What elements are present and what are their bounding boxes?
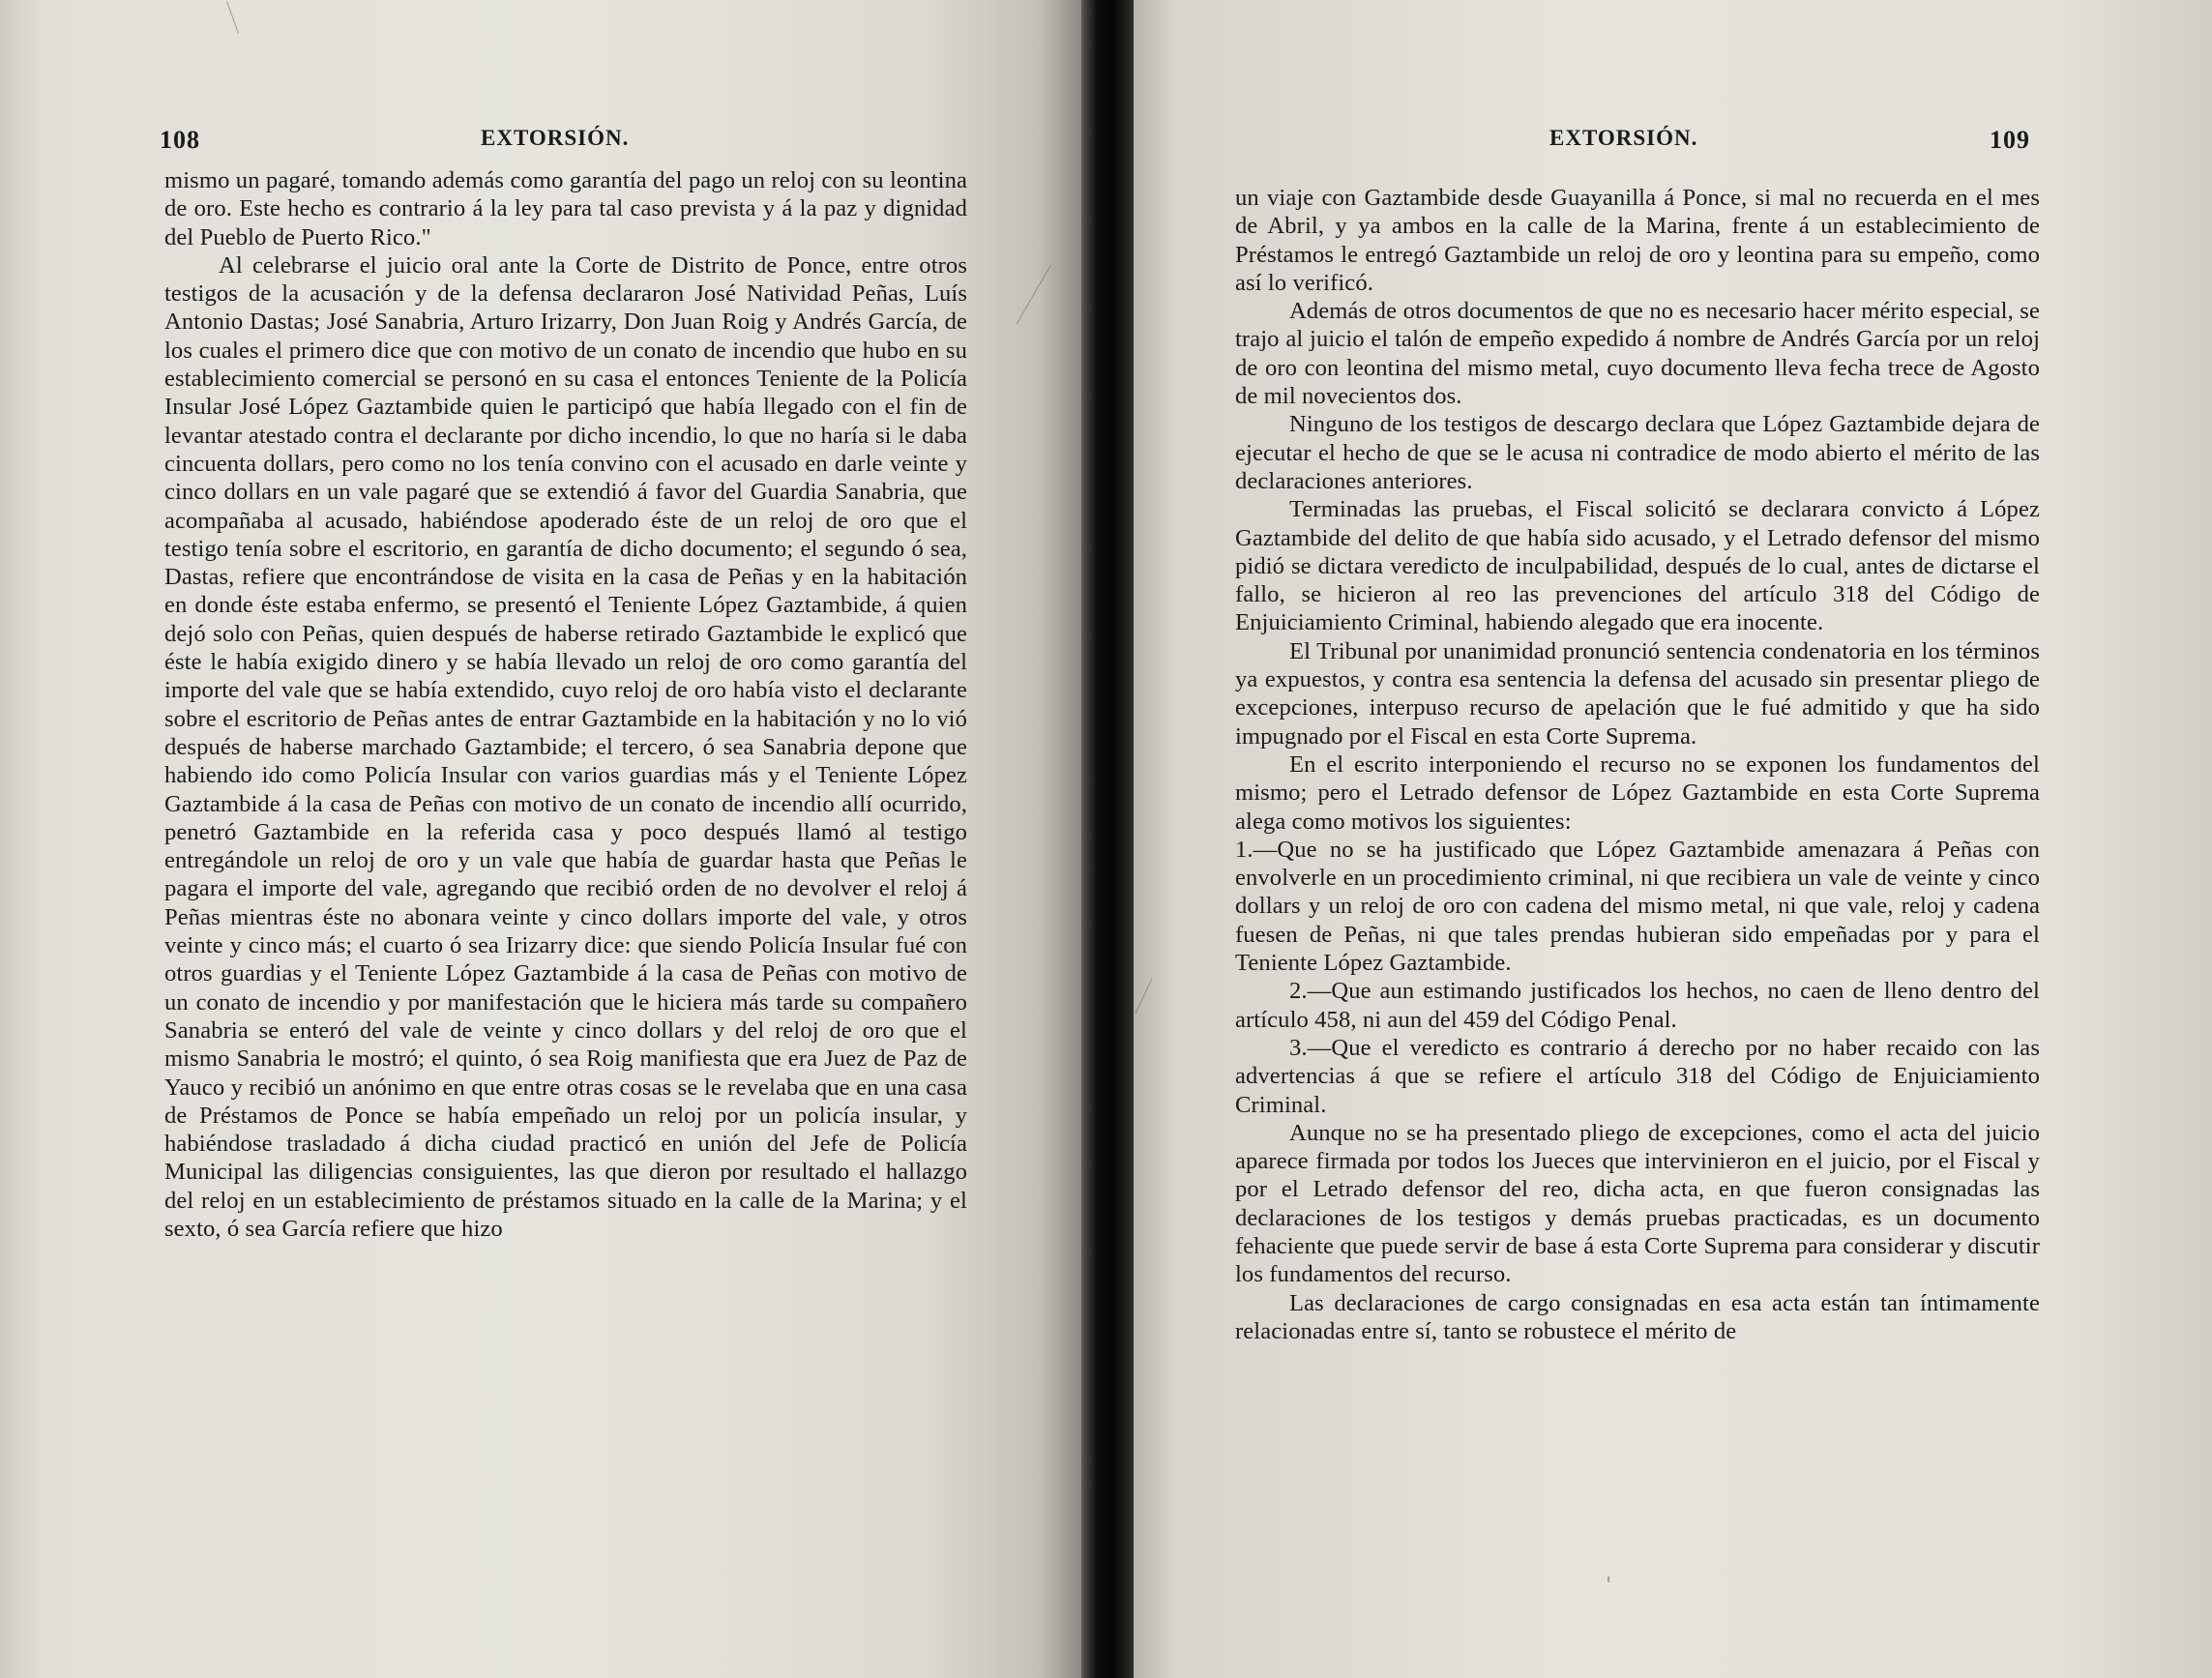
right-page bbox=[1134, 0, 2212, 1678]
paragraph: Ninguno de los testigos de descargo declara que López Gaztambide dejara de ejecutar el hecho de que se le acusa ni contradice de modo abierto el mérito de las declaraciones anteriores. bbox=[1235, 411, 2040, 494]
paragraph: El Tribunal por unanimidad pronunció sentencia condenatoria en los términos ya expuestos, y contra esa sentencia la defensa del acusado sin presentar pliego de excepciones, interpuso recurso de apelación que le fué admitido y que ha sido impugnado por el Fiscal en esta Corte Suprema. bbox=[1235, 637, 2040, 750]
scan-artifact bbox=[1017, 265, 1051, 324]
paragraph: En el escrito interponiendo el recurso no se exponen los fundamentos del mismo; pero el Letrado defensor de López Gaztambide en esta Corte Suprema alega como motivos los siguientes: bbox=[1235, 751, 2040, 835]
paragraph: Al celebrarse el juicio oral ante la Corte de Distrito de Ponce, entre otros testigos de la acusación y de la defensa declararon José Natividad Peñas, Luís Antonio Dastas; José Sanabria, Arturo Irizarry, Don Juan Roig y Andrés García, de los cuales el primero dice que con motivo de un conato de incendio que hubo en su establecimiento comercial se personó en su casa el entonces Teniente de la Policía Insular José López Gaztambide quien le participó que había llegado con el fin de levantar atestado contra el declarante por dicho incendio, lo que no haría si le daba cincuenta dollars, pero como no los tenía convino con el acusado en darle veinte y cinco dollars en un vale pagaré que se extendió á favor del Guardia Sanabria, que acompañaba al acusado, habiéndose apoderado éste de un reloj de oro que el testigo tenía sobre el escritorio, en garantía de dicho documento; el segundo ó sea, Dastas, refiere que encontrándose de visita en la casa de Peñas y en la habitación en donde éste estaba enfermo, se presentó el Teniente López Gaztambide, á quien dejó solo con Peñas, quien después de haberse retirado Gaztambide le explicó que éste le había exigido dinero y se había llevado un reloj de oro como garantía del importe del vale que se había extendido, cuyo reloj de oro había visto el declarante sobre el escritorio de Peñas antes de entrar Gaztambide en la habitación y no lo vió después de haberse marchado Gaztambide; el tercero, ó sea Sanabria depone que habiendo ido como Policía Insular con varios guardias más y el Teniente López Gaztambide á la casa de Peñas con motivo de un conato de incendio allí ocurrido, penetró Gaztambide en la referida casa y poco después llamó al testigo entregándole un reloj de oro y un vale que había de guardar hasta que Peñas le pagara el importe del vale, agregando que recibió orden de no devolver el reloj á Peñas mientras éste no abonara veinte y cinco dollars importe del vale, y otros veinte y cinco más; el cuarto ó sea Irizarry dice: que siendo Policía Insular fué con otros guardias y el Teniente López Gaztambide á la casa de Peñas con motivo de un conato de incendio y por manifestación que le hiciera más tarde su compañero Sanabria se enteró del vale de veinte y cinco dollars y del reloj de oro que el mismo Sanabria le mostró; el quinto, ó sea Roig manifiesta que era Juez de Paz de Yauco y recibió un anónimo en que entre otras cosas se le revelaba que en una casa de Préstamos de Ponce se había empeñado un reloj por un policía insular, y habiéndose trasladado á dicha ciudad practicó en unión del Jefe de Policía Municipal las diligencias consiguientes, las que dieron por resultado el hallazgo del reloj en un establecimiento de préstamos situado en la calle de la Marina; y el sexto, ó sea García refiere que hizo bbox=[164, 251, 967, 1242]
numbered-item: 3.—Que el veredicto es contrario á derecho por no haber recaido con las advertencias á que se refiere el artículo 318 del Código de Enjuiciamiento Criminal. bbox=[1235, 1034, 2040, 1118]
body-text bbox=[1235, 184, 2040, 1345]
left-page bbox=[0, 0, 1081, 1678]
scan-artifact bbox=[1135, 979, 1153, 1015]
paragraph: Aunque no se ha presentado pliego de excepciones, como el acta del juicio aparece firmada por todos los Jueces que intervinieron en el juicio, por el Fiscal y por el Letrado defensor del reo, dicha acta, en que fueron consignadas las declaraciones de los testigos y demás pruebas practicadas, es un documento fehaciente que puede servir de base á esta Corte Suprema para considerar y discutir los fundamentos del recurso. bbox=[1235, 1119, 2040, 1288]
paragraph: Las declaraciones de cargo consignadas en esa acta están tan íntimamente relacionadas entre sí, tanto se robustece el mérito de bbox=[1235, 1289, 2040, 1344]
paragraph: Además de otros documentos de que no es necesario hacer mérito especial, se trajo al juicio el talón de empeño expedido á nombre de Andrés García por un reloj de oro con leontina del mismo metal, cuyo documento lleva fecha trece de Agosto de mil novecientos dos. bbox=[1235, 298, 2040, 410]
paragraph: mismo un pagaré, tomando además como garantía del pago un reloj con su leontina de oro. Este hecho es contrario á la ley para tal caso prevista y á la paz y dignidad del Pueblo de Puerto Rico." bbox=[164, 167, 967, 250]
body-text bbox=[164, 166, 967, 1243]
page-number: 109 bbox=[1990, 126, 2030, 154]
numbered-item: 2.—Que aun estimando justificados los hechos, no caen de lleno dentro del artículo 458, ni aun del 459 del Código Penal. bbox=[1235, 978, 2040, 1033]
running-head: EXTORSIÓN. bbox=[1549, 126, 1698, 150]
paragraph: un viaje con Gaztambide desde Guayanilla á Ponce, si mal no recuerda en el mes de Abril, y ya ambos en la calle de la Marina, frente á un establecimiento de Préstamos le entregó Gaztambide un reloj de oro y leontina para su empeño, como así lo verificó. bbox=[1235, 185, 2040, 296]
numbered-item: 1.—Que no se ha justificado que López Gaztambide amenazara á Peñas con envolverle en un procedimiento criminal, ni que recibiera un vale de veinte y cinco dollars y un reloj de oro con cadena del mismo metal, ni que vale, reloj y cadena fuesen de Peñas, ni que tales prendas hubieran sido empeñadas por y para el Teniente López Gaztambide. bbox=[1235, 836, 2040, 977]
paragraph: Terminadas las pruebas, el Fiscal solicitó se declarara convicto á López Gaztambide del delito de que había sido acusado, y el Letrado defensor del mismo pidió se dictara veredicto de inculpabilidad, después de lo cual, antes de dictarse el fallo, se hicieron al reo las prevenciones del artículo 318 del Código de Enjuiciamiento Criminal, habiendo alegado que era inocente. bbox=[1235, 496, 2040, 636]
scan-artifact bbox=[226, 1, 239, 34]
running-head: EXTORSIÓN. bbox=[481, 126, 630, 150]
book-gutter bbox=[1081, 0, 1134, 1678]
scan-artifact bbox=[1607, 1576, 1609, 1582]
page-number: 108 bbox=[160, 126, 200, 154]
